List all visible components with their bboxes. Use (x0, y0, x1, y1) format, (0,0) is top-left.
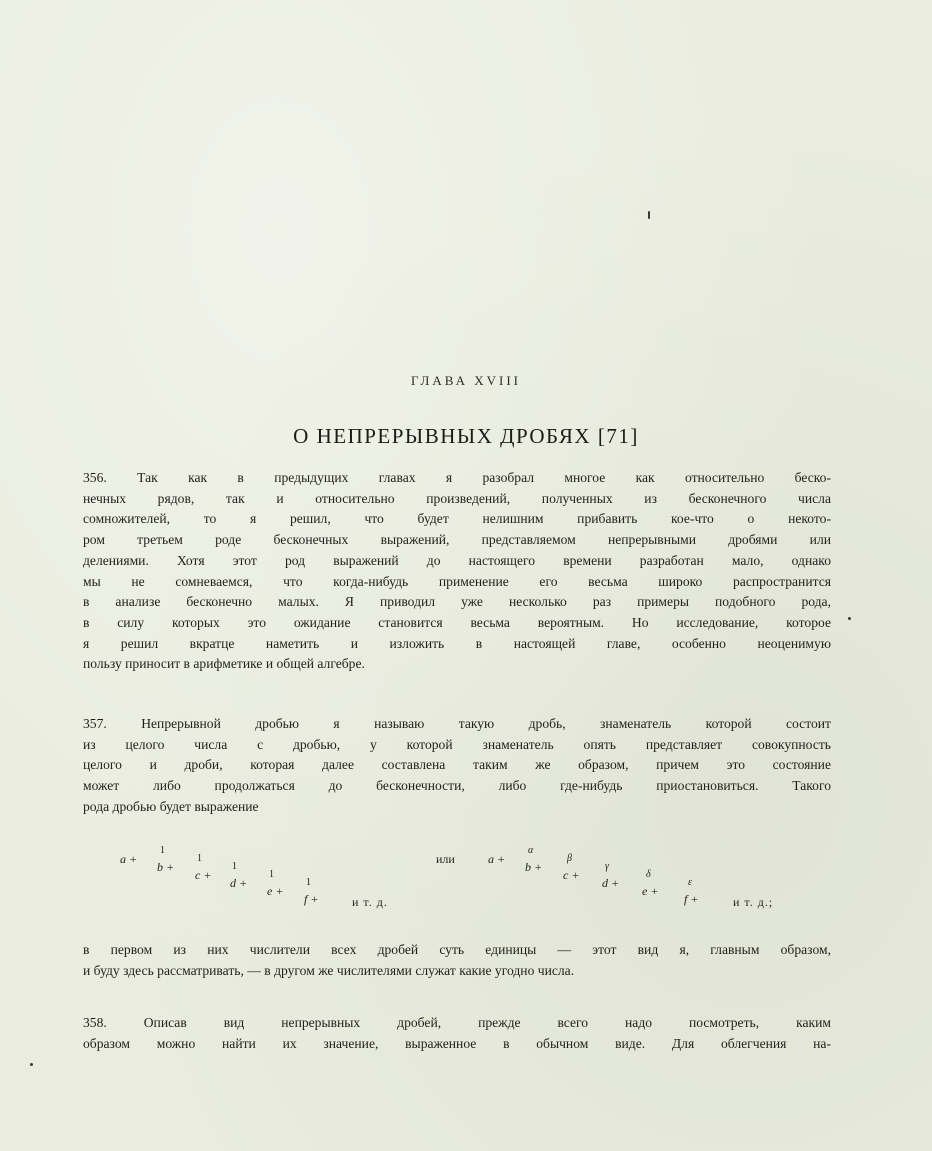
paragraph-line: может либо продолжаться до бесконечности, либо где-нибудь приостановиться. Такого (83, 778, 831, 794)
formula-numerator: α (528, 845, 534, 856)
formula-etc: и т. д.; (733, 895, 774, 909)
paragraph-line: ром третьем роде бесконечных выражений, представляемом непрерывными дробями или (83, 532, 831, 548)
paragraph-line: мы не сомневаемся, что когда-нибудь применение его весьма широко распространится (83, 573, 831, 589)
formula-numerator: 1 (232, 861, 237, 872)
formula-numerator: 1 (197, 853, 202, 864)
paragraph-358 (83, 1013, 831, 1054)
formula-term: e + (267, 884, 284, 898)
paragraph-line: в силу которых это ожидание становится весьма вероятным. Но исследование, которое (83, 614, 831, 630)
paragraph-line: в первом из них числители всех дробей суть единицы — этот вид я, главным образом, (83, 942, 831, 957)
formula-term: c + (195, 868, 212, 882)
paragraph-line: пользу приносит в арифметике и общей алгебре. (83, 656, 365, 672)
formula-term: c + (563, 868, 580, 882)
paragraph-after-formula (83, 940, 831, 981)
paragraph-357 (83, 714, 831, 818)
paragraph-line: из целого числа с дробью, у которой знаменатель опять представляет совокупность (83, 736, 831, 752)
formula-numerator: 1 (160, 845, 165, 856)
paper-speck (848, 617, 851, 620)
formula-term: b + (157, 860, 175, 874)
paragraph-line: 357. Непрерывной дробью я называю такую дробь, знаменатель которой состоит (83, 716, 831, 731)
formula-term: f + (304, 892, 319, 906)
paragraph-line: 358. Описав вид непрерывных дробей, прежде всего надо посмотреть, каким (83, 1015, 831, 1030)
chapter-label: ГЛАВА XVIII (411, 373, 521, 388)
paragraph-line: нечных рядов, так и относительно произведений, полученных из бесконечного числа (83, 490, 831, 506)
formula-term: a + (120, 852, 138, 866)
formula-numerator: ε (688, 877, 692, 888)
formula-term: b + (525, 860, 543, 874)
paragraph-line: я решил вкратце наметить и изложить в настоящей главе, особенно неоценимую (83, 635, 831, 651)
chapter-title: О НЕПРЕРЫВНЫХ ДРОБЯХ [71] (293, 424, 639, 448)
paragraph-line: делениями. Хотя этот род выражений до настоящего времени разработан мало, однако (83, 552, 831, 568)
formula-term: d + (230, 876, 248, 890)
formula-numerator: γ (605, 861, 609, 872)
formula-numerator: δ (646, 869, 651, 880)
formula-numerator: 1 (269, 869, 274, 880)
paragraph-line: сомножителей, то я решил, что будет нелишним прибавить кое-что о некото- (83, 511, 831, 527)
formula-or: или (436, 852, 455, 866)
paragraph-line: рода дробью будет выражение (83, 798, 259, 814)
formula-term: a + (488, 852, 506, 866)
paper-speck (648, 211, 650, 219)
formula-term: f + (684, 892, 699, 906)
paragraph-line: образом можно найти их значение, выраженное в обычном виде. Для облегчения на- (83, 1035, 831, 1051)
paragraph-line: целого и дроби, которая далее составлена таким же образом, причем это состояние (83, 757, 831, 773)
formula-numerator: β (567, 853, 572, 864)
formula-numerator: 1 (306, 877, 311, 888)
paragraph-line: и буду здесь рассматривать, — в другом же числителями служат какие угодно числа. (83, 962, 575, 978)
continued-fraction-formulas (0, 840, 932, 920)
formula-term: e + (642, 884, 659, 898)
formula-term: d + (602, 876, 620, 890)
formula-etc: и т. д. (352, 895, 388, 909)
paragraph-356 (83, 468, 831, 675)
paragraph-line: в анализе бесконечно малых. Я приводил уже несколько раз примеры подобного рода, (83, 594, 831, 610)
paper-speck (30, 1063, 33, 1066)
paragraph-line: 356. Так как в предыдущих главах я разобрал многое как относительно беско- (83, 470, 831, 485)
